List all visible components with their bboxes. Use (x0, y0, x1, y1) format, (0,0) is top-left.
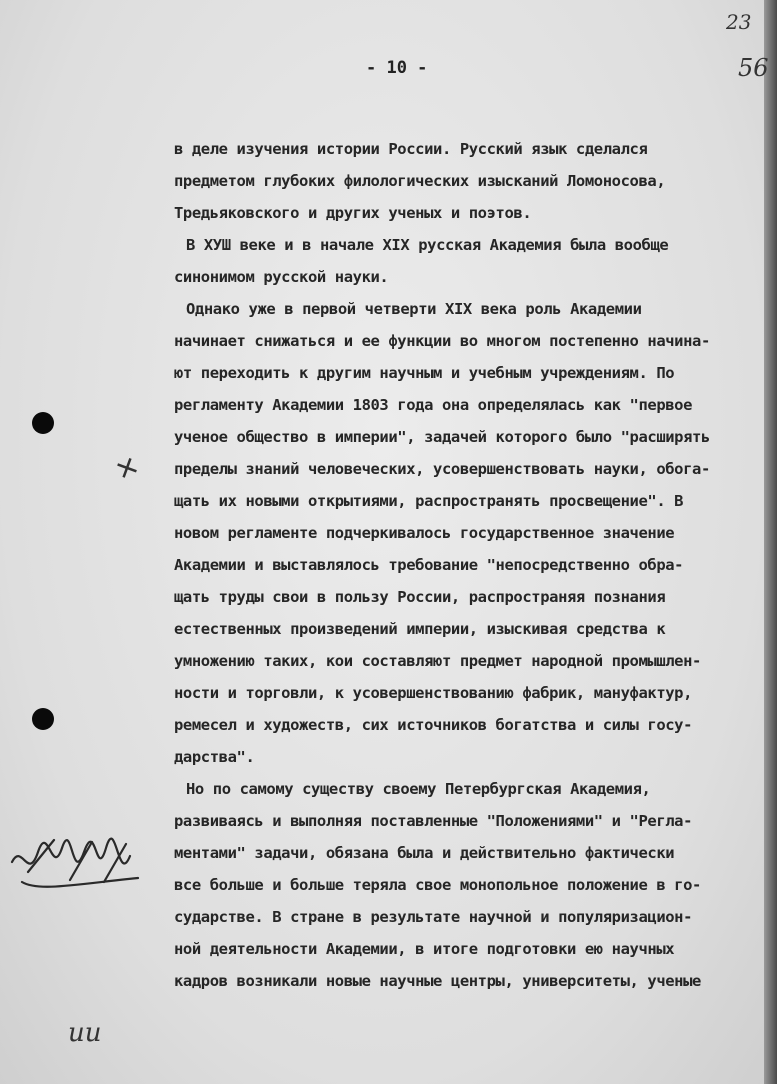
text-line: ности и торговли, к усовершенствованию фабрик, мануфактур, (174, 684, 693, 702)
text-line: щать труды свои в пользу России, распространяя познания (174, 588, 666, 606)
text-line: пределы знаний человеческих, усовершенствовать науки, обога- (174, 460, 710, 478)
text-line: ют переходить к другим научным и учебным учреждениям. По (174, 364, 675, 382)
margin-note-bottom-left: ии (68, 1018, 102, 1048)
margin-mark-cross: + (108, 444, 147, 490)
text-line: дарства". (174, 748, 255, 766)
margin-scribble-signature (8, 822, 148, 902)
text-line: ученое общество в империи", задачей которого было "расширять (174, 428, 710, 446)
margin-note-top-right-2: 56 (738, 54, 769, 82)
text-line: развиваясь и выполняя поставленные "Положениями" и "Регла- (174, 812, 693, 830)
text-line: ремесел и художеств, сих источников богатства и силы госу- (174, 716, 693, 734)
text-line: новом регламенте подчеркивалось государственное значение (174, 524, 675, 542)
text-line: в деле изучения истории России. Русский язык сделался (174, 140, 648, 158)
text-line: Но по самому существу своему Петербургская Академия, (186, 780, 651, 798)
punch-hole-bottom (32, 708, 54, 730)
text-line: регламенту Академии 1803 года она определялась как "первое (174, 396, 693, 414)
text-line: синонимом русской науки. (174, 268, 389, 286)
text-line: щать их новыми открытиями, распространять просвещение". В (174, 492, 684, 510)
text-line: Однако уже в первой четверти XIX века роль Академии (186, 300, 642, 318)
margin-note-top-right-1: 23 (726, 10, 752, 34)
text-line: все больше и больше теряла свое монопольное положение в го- (174, 876, 701, 894)
text-line: ментами" задачи, обязана была и действительно фактически (174, 844, 675, 862)
text-line: ной деятельности Академии, в итоге подготовки ею научных (174, 940, 675, 958)
page-edge (764, 0, 777, 1084)
text-line: кадров возникали новые научные центры, университеты, ученые (174, 972, 701, 990)
text-line: естественных произведений империи, изыскивая средства к (174, 620, 666, 638)
text-line: начинает снижаться и ее функции во многом постепенно начина- (174, 332, 710, 350)
text-line: В ХУШ веке и в начале XIX русская Академия была вообще (186, 236, 669, 254)
text-line: сударстве. В стране в результате научной и популяризацион- (174, 908, 693, 926)
text-line: Тредьяковского и других ученых и поэтов. (174, 204, 532, 222)
text-line: Академии и выставлялось требование "непосредственно обра- (174, 556, 684, 574)
text-line: умножению таких, кои составляют предмет народной промышлен- (174, 652, 701, 670)
page-number: - 10 - (366, 58, 428, 78)
text-line: предметом глубоких филологических изысканий Ломоносова, (174, 172, 666, 190)
punch-hole-top (32, 412, 54, 434)
